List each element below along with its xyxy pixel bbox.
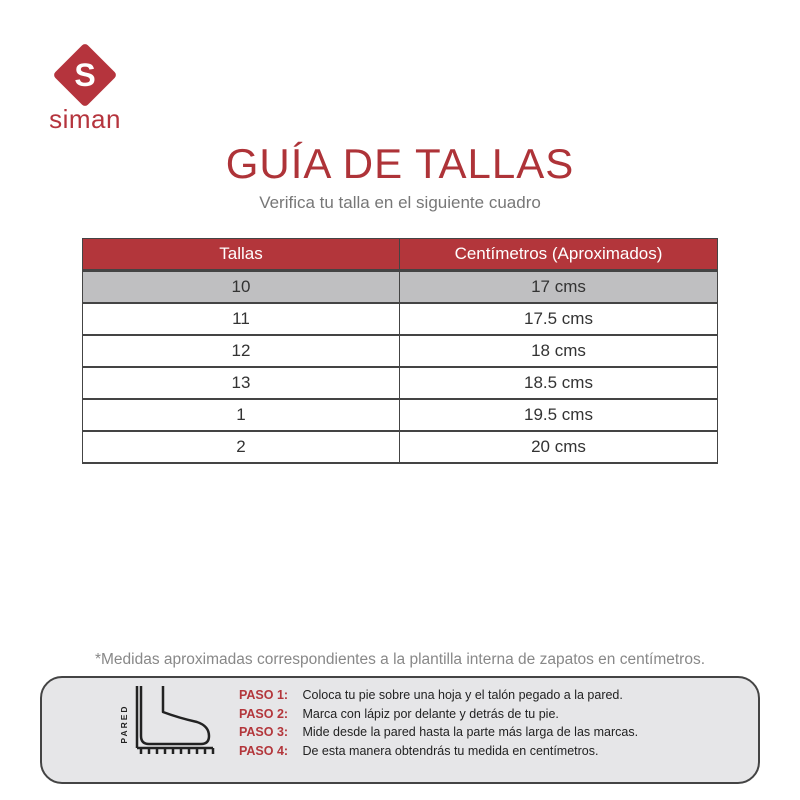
step-label: PASO 4: (239, 743, 289, 758)
step-text: De esta manera obtendrás tu medida en centímetros. (302, 743, 599, 758)
step-label: PASO 1: (239, 688, 289, 702)
page-title: GUÍA DE TALLAS (225, 140, 575, 187)
size-cell: 11 (83, 303, 400, 335)
page-subtitle: Verifica tu talla en el siguiente cuadro (259, 193, 541, 212)
column-header-tallas: Tallas (83, 239, 400, 271)
cm-cell: 17 cms (400, 271, 718, 304)
table-row (83, 399, 718, 431)
step-2 (239, 705, 638, 724)
instructions-box (40, 676, 760, 784)
table-row (83, 271, 718, 304)
cm-cell: 18 cms (400, 335, 718, 367)
table-row (83, 303, 718, 335)
step-text: Coloca tu pie sobre una hoja y el talón pegado a la pared. (302, 688, 623, 702)
cm-cell: 17.5 cms (400, 303, 718, 335)
size-cell: 1 (83, 399, 400, 431)
step-label: PASO 2: (239, 706, 289, 721)
size-table-header (83, 239, 718, 271)
foot-against-wall-icon (117, 682, 227, 760)
step-4 (239, 742, 638, 761)
column-header-centimetros: Centímetros (Aproximados) (400, 239, 718, 271)
cm-cell: 19.5 cms (400, 399, 718, 431)
siman-logo[interactable] (45, 40, 125, 135)
svg-text:S: S (74, 57, 96, 93)
size-cell: 13 (83, 367, 400, 399)
table-row (83, 431, 718, 463)
step-text: Mide desde la pared hasta la parte más larga de las marcas. (302, 725, 639, 739)
size-cell: 12 (83, 335, 400, 367)
table-row (83, 367, 718, 399)
brand-name: siman (49, 104, 121, 134)
step-3 (239, 723, 638, 742)
cm-cell: 20 cms (400, 431, 718, 463)
steps-list (239, 686, 638, 760)
step-text: Marca con lápiz por delante y detrás de tu pie. (302, 706, 559, 721)
size-cell: 2 (83, 431, 400, 463)
measurement-note: *Medidas aproximadas correspondientes a la plantilla interna de zapatos en centímetros. (94, 651, 706, 668)
step-label: PASO 3: (239, 725, 289, 739)
siman-logo-icon (50, 40, 120, 110)
cm-cell: 18.5 cms (400, 367, 718, 399)
table-row (83, 335, 718, 367)
size-table (82, 238, 718, 464)
wall-label: PARED (119, 704, 129, 744)
step-1 (239, 686, 638, 705)
size-cell: 10 (83, 271, 400, 304)
